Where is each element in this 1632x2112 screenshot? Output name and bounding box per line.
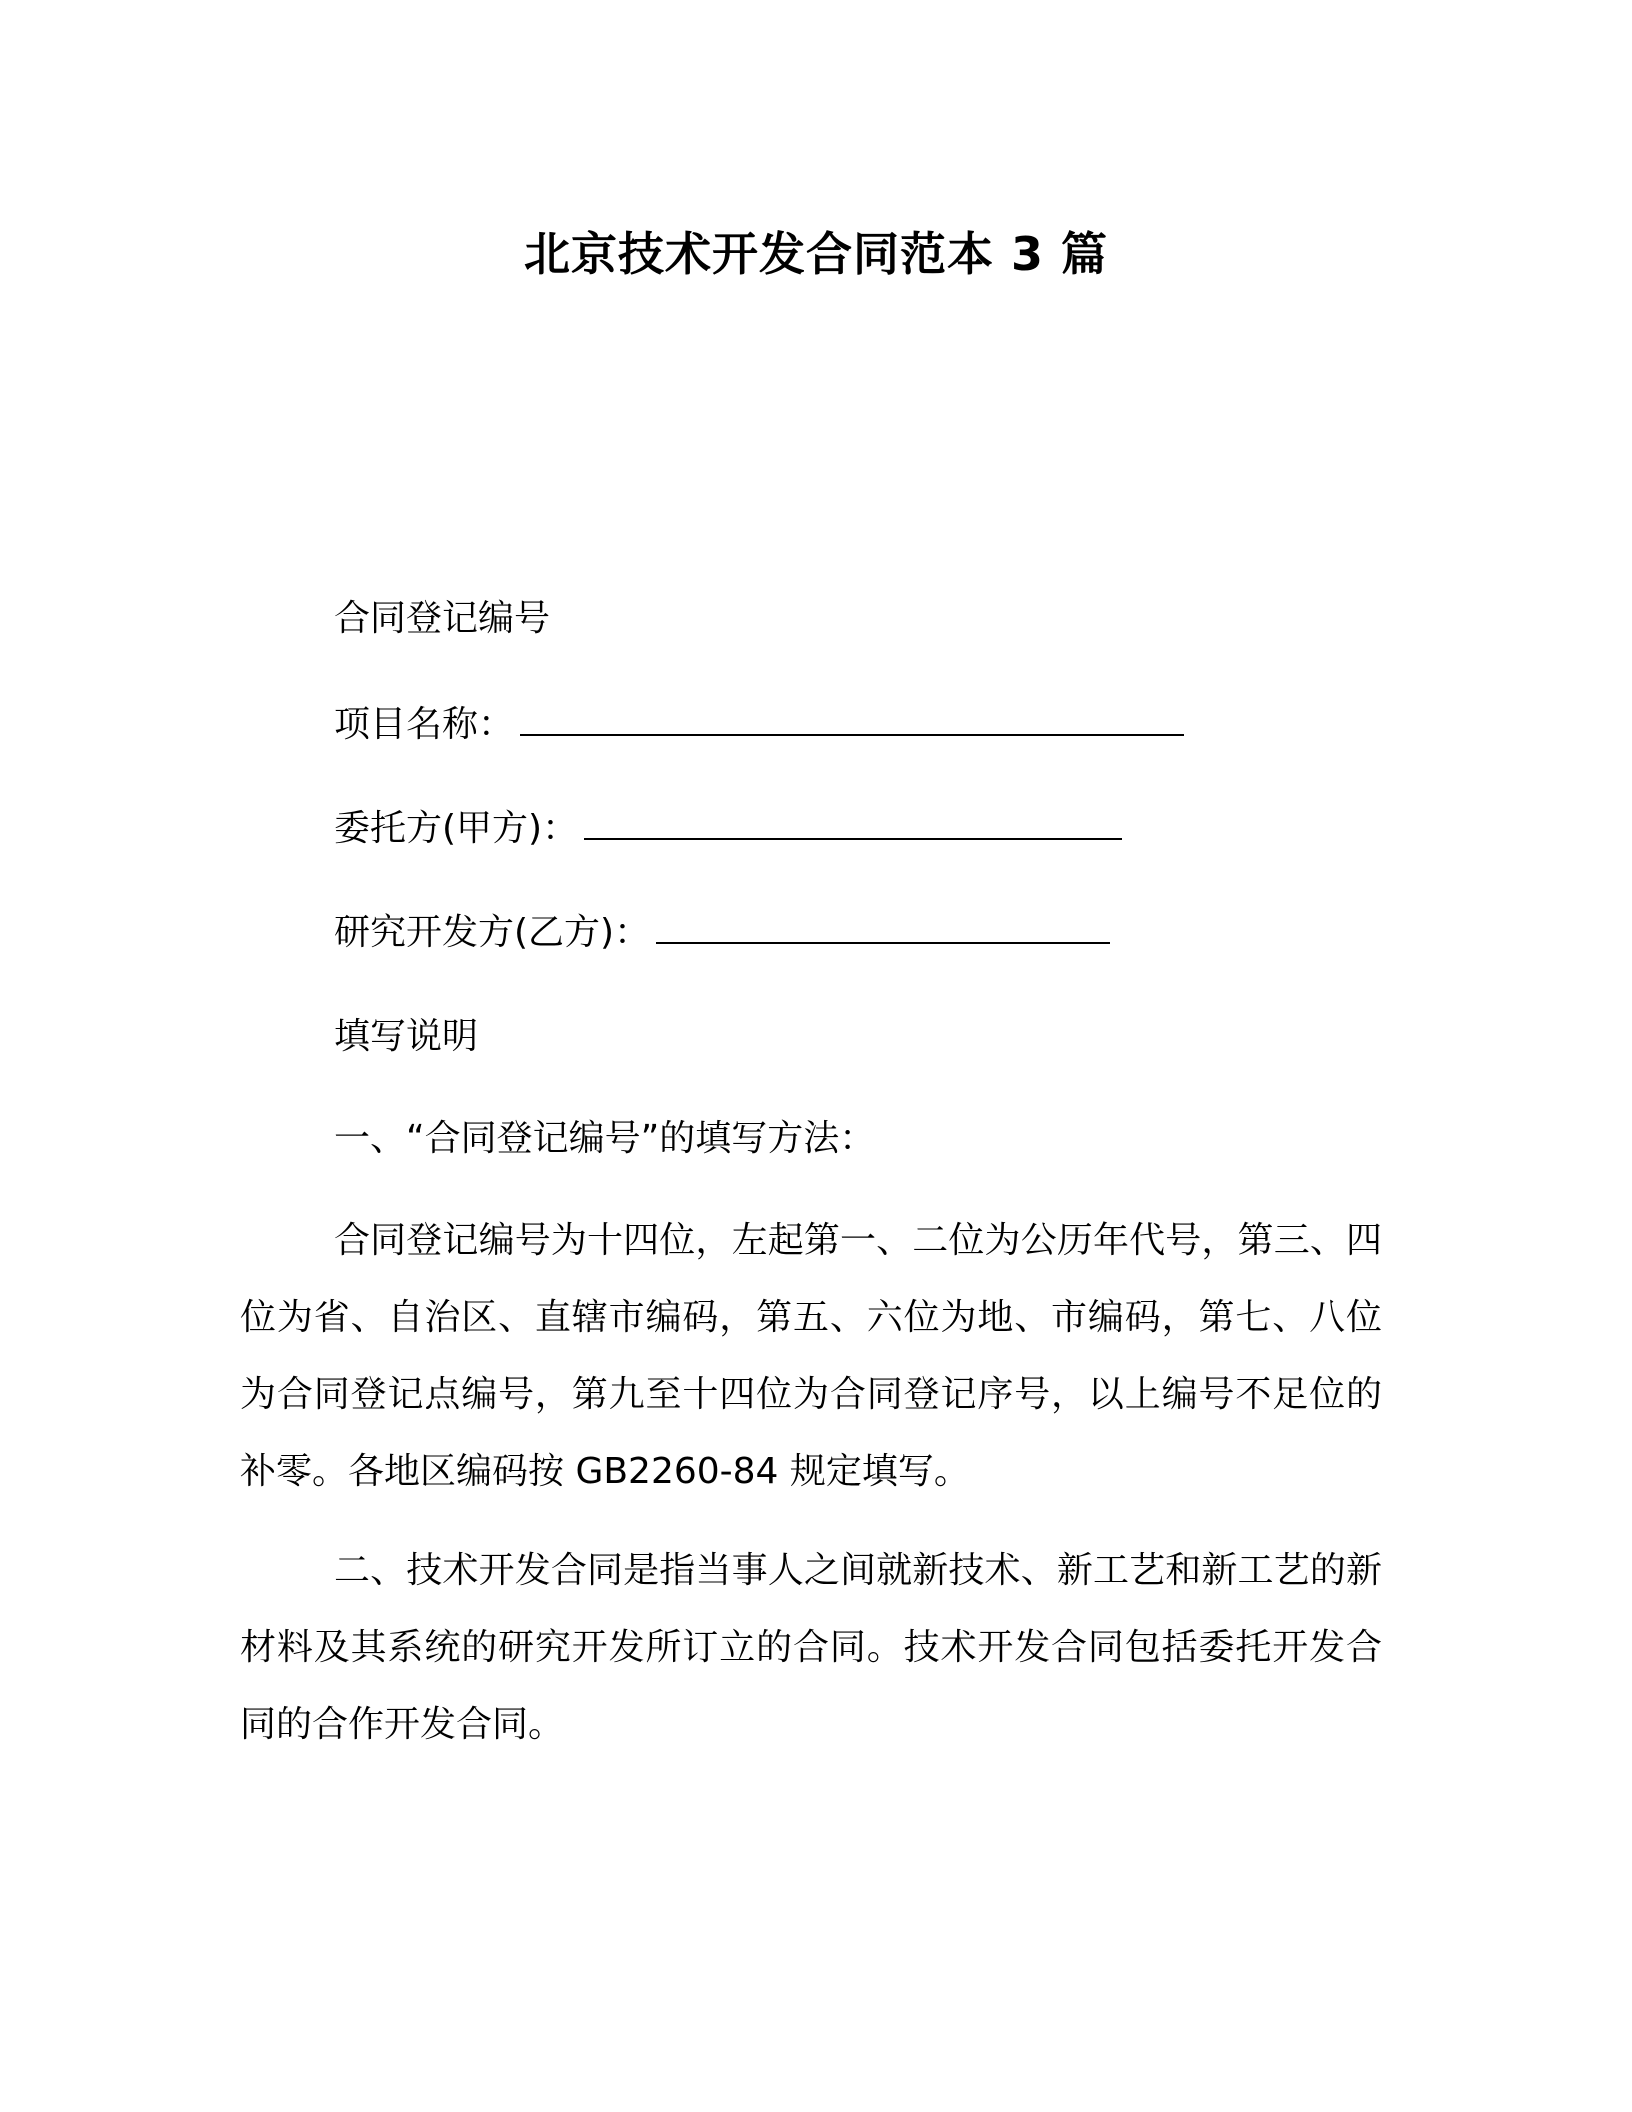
section-one-heading: 一、“合同登记编号”的填写方法： bbox=[334, 1118, 876, 1159]
registration-number-label: 合同登记编号 bbox=[334, 598, 551, 639]
document-title: 北京技术开发合同范本 3 篇 bbox=[523, 227, 1109, 281]
project-name-label: 项目名称： bbox=[334, 704, 515, 745]
section-two-body: 二、技术开发合同是指当事人之间就新技术、新工艺和新工艺的新材料及其系统的研究开发所订立的合同。技术开发合同包括委托开发合同的合作开发合同。 bbox=[240, 1550, 1382, 1745]
developer-label: 研究开发方(乙方)： bbox=[334, 912, 651, 953]
project-name-row bbox=[334, 700, 1184, 750]
project-name-blank bbox=[520, 700, 1184, 736]
developer-blank bbox=[656, 908, 1110, 944]
instructions-heading: 填写说明 bbox=[334, 1016, 479, 1057]
developer-row bbox=[334, 908, 1110, 958]
section-one-body: 合同登记编号为十四位，左起第一、二位为公历年代号，第三、四位为省、自治区、直辖市编码，第五、六位为地、市编码，第七、八位为合同登记点编号，第九至十四位为合同登记序号，以上编号不足位的补零。各地区编码按 GB2260-84 规定填写。 bbox=[240, 1220, 1382, 1492]
client-label: 委托方(甲方)： bbox=[334, 808, 579, 849]
client-blank bbox=[584, 804, 1122, 840]
client-row bbox=[334, 804, 1122, 854]
